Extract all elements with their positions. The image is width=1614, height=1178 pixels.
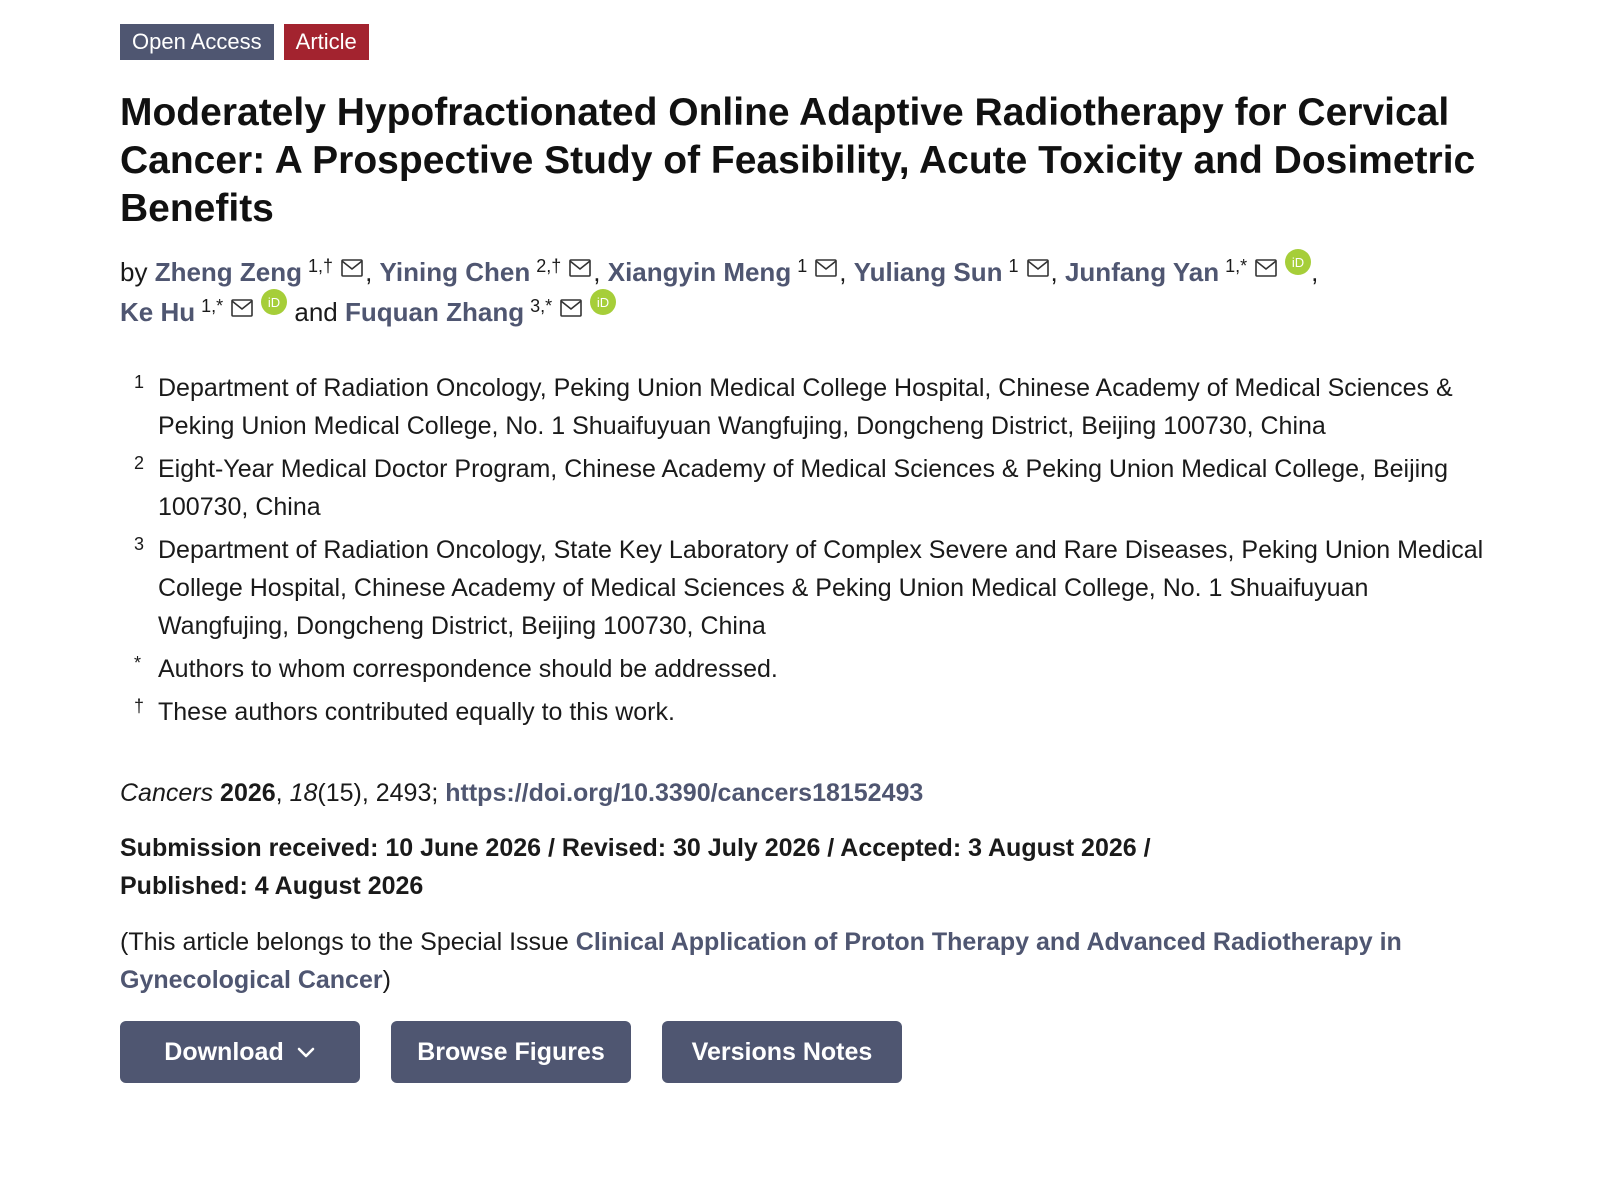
article-title: Moderately Hypofractionated Online Adaptive Radiotherapy for Cervical Cancer: A Prospective Study of Feasibility, Acute Toxicity and Dosimetric Benefits [120,91,1476,230]
affiliation-item [120,531,1520,645]
svg-text:iD: iD [597,295,610,311]
affiliation-item [120,369,1520,445]
article-type-badge: Article [284,24,369,60]
affiliation-number: * [134,653,142,674]
affiliation-text: Department of Radiation Oncology, Peking Union Medical College Hospital, Chinese Academy of Medical Sciences & Peking Union Medical College, No. 1 Shuaifuyuan Wangfujing, Dongcheng District, Beijing 100730, China [158,374,1453,441]
affiliation-number: 1 [134,372,145,393]
author-junfang-yan [1065,257,1311,287]
author-name[interactable]: Yining Chen [379,257,531,287]
citation: Cancers 2026, 18(15), 2493; https://doi.org/10.3390/cancers18152493 [120,779,924,808]
author-affil-sup: 1 [797,256,808,276]
affiliation-number: † [134,696,145,717]
author-name[interactable]: Xiangyin Meng [607,257,792,287]
author-affil-sup: 2,† [536,256,562,276]
author-affil-sup: 1,* [201,296,224,317]
article-header [120,24,1520,1083]
doi-link[interactable]: https://doi.org/10.3390/cancers18152493 [445,779,924,808]
journal-name: Cancers [120,779,214,808]
citation-volume: 18 [289,779,318,808]
author-name[interactable]: Ke Hu [120,297,196,328]
affiliation-text: These authors contributed equally to this work. [158,698,675,727]
publication-dates: Submission received: 10 June 2026 / Revised: 30 July 2026 / Accepted: 3 August 2026 / Published: 4 August 2026 [120,834,1151,901]
versions-notes-button[interactable]: Versions Notes [662,1021,902,1083]
author-name[interactable]: Yuliang Sun [853,257,1003,287]
email-icon[interactable] [569,249,591,287]
orcid-icon[interactable] [590,287,616,325]
special-issue-link[interactable]: Clinical Application of Proton Therapy and Advanced Radiotherapy in Gynecological Cancer [120,928,1402,995]
special-issue-suffix: ) [382,966,391,995]
email-icon[interactable] [560,289,582,327]
open-access-badge[interactable]: Open Access [120,24,274,60]
author-name[interactable]: Fuquan Zhang [345,297,525,328]
and-label: and [294,297,338,328]
citation-issue-pages: (15), 2493; [317,779,439,808]
citation-year: 2026 [220,779,276,808]
email-icon[interactable] [341,249,363,287]
affiliation-text: Eight-Year Medical Doctor Program, Chinese Academy of Medical Sciences & Peking Union Medical College, Beijing 100730, China [158,455,1448,522]
author-affil-sup: 1,† [308,256,334,276]
author-fuquan-zhang [345,297,616,327]
affiliation-item [120,693,1520,731]
affiliation-item [120,650,1520,688]
download-button[interactable] [120,1021,360,1083]
author-name[interactable]: Zheng Zeng [154,257,303,287]
email-icon[interactable] [231,289,253,327]
affiliation-text: Department of Radiation Oncology, State Key Laboratory of Complex Severe and Rare Diseases, Peking Union Medical College Hospital, Chinese Academy of Medical Sciences & Peking Union Medical College, No. 1 Shuaifuyuan Wangfujing, Dongcheng District, Beijing 100730, China [158,536,1484,641]
author-yining-chen [380,257,594,287]
author-zheng-zeng [155,257,365,287]
author-list: by Zheng Zeng $^{1,\dagger}$ , Yining Chen $^{2,\dagger}$ , Xiangyin Meng $^1$ , Yuliang Sun $^1$ , Junfang Yan $^{1,*}$ iD , Ke Hu $^{1,*}$ iD and Fuquan Zhang $^{3,*}$ iD [120,253,1510,333]
author-ke-hu [120,297,287,327]
by-label: by [120,257,148,287]
action-buttons [120,1021,1520,1083]
email-icon[interactable] [1255,249,1277,287]
author-affil-sup: 3,* [530,296,553,317]
special-issue-note [120,923,1510,999]
author-affil-sup: 1,* [1225,256,1248,276]
badges [120,24,1520,60]
download-label: Download [164,1037,284,1066]
affiliation-number: 3 [134,534,145,555]
affiliation-list [120,369,1520,731]
browse-figures-button[interactable]: Browse Figures [391,1021,631,1083]
affiliation-item [120,450,1520,526]
author-xiangyin-meng [608,257,839,287]
orcid-icon[interactable] [261,287,287,325]
email-icon[interactable] [1027,249,1049,287]
orcid-icon[interactable] [1285,247,1311,285]
affiliation-number: 2 [134,453,145,474]
author-yuliang-sun [854,257,1051,287]
author-affil-sup: 1 [1008,256,1019,276]
special-issue-prefix: (This article belongs to the Special Issue [120,928,576,957]
affiliation-text: Authors to whom correspondence should be addressed. [158,655,778,684]
svg-text:iD: iD [268,295,281,311]
svg-text:iD: iD [1291,255,1305,271]
author-name[interactable]: Junfang Yan [1064,257,1220,287]
email-icon[interactable] [815,249,837,287]
chevron-down-icon [296,1038,316,1067]
